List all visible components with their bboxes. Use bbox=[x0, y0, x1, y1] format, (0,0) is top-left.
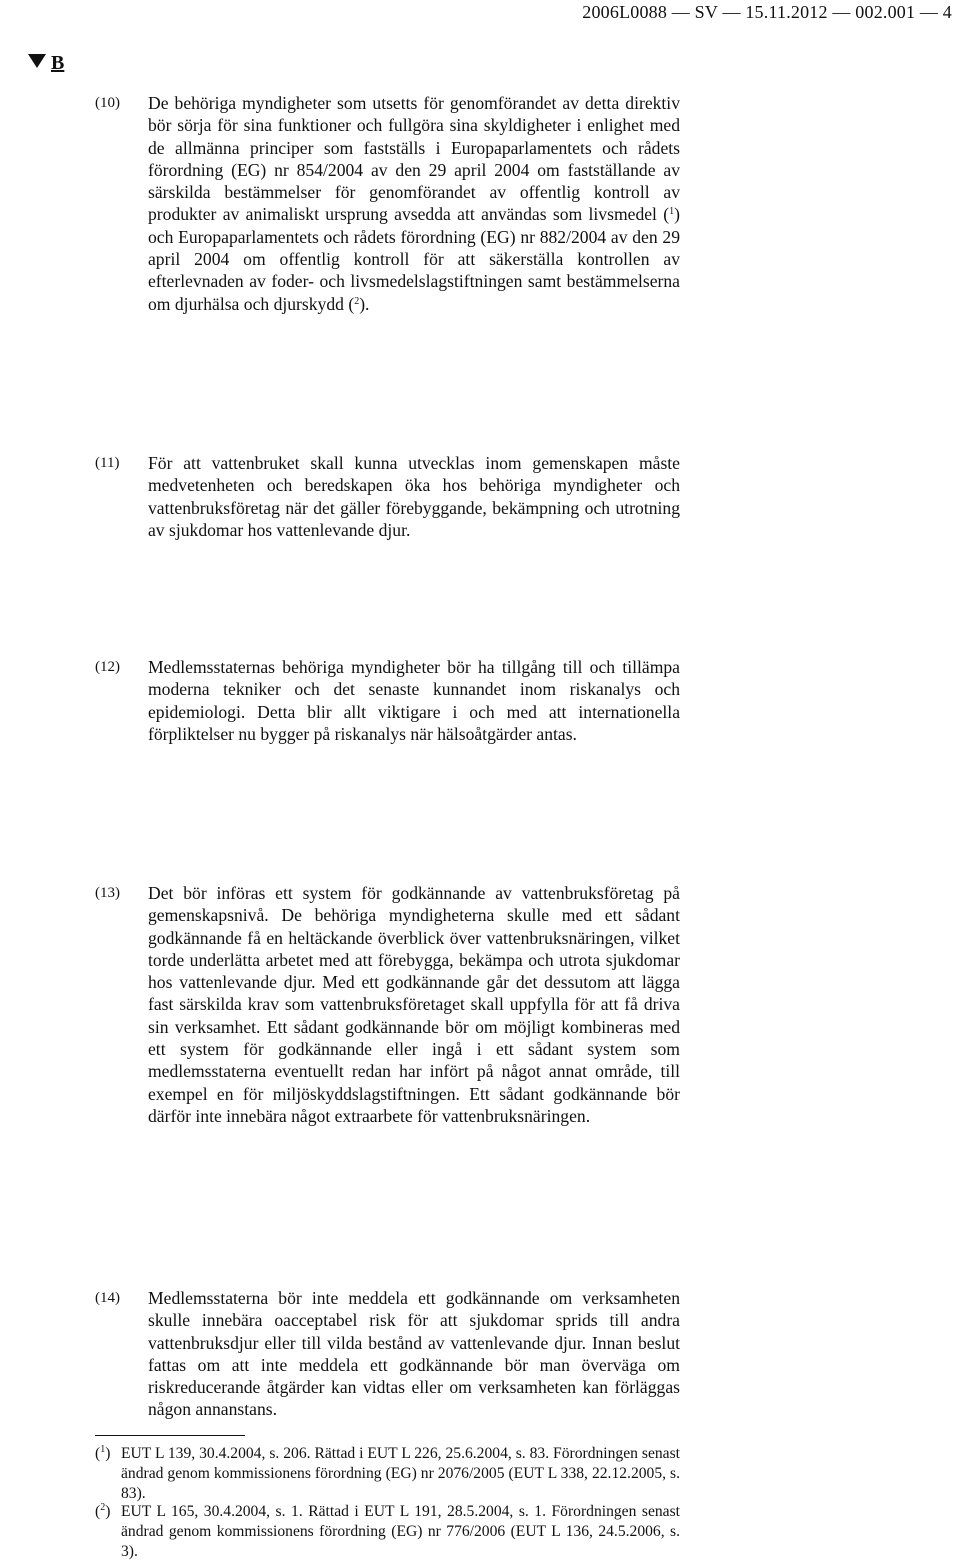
recital-text: Medlemsstaternas behöriga myndigheter bör ha tillgång till och tillämpa moderna tekniker och det senaste kunnandet inom riskanalys och epidemiologi. Detta blir allt viktigare i och med att internationella förpliktelser nu bygger på riskanalys när hälsoåtgärder antas. bbox=[148, 657, 680, 744]
footnote-1 bbox=[95, 1444, 680, 1504]
recital-text-part: ). bbox=[359, 293, 370, 314]
footnote-ref[interactable]: 2 bbox=[354, 295, 360, 307]
footnote-2 bbox=[95, 1502, 680, 1562]
footnote-text: EUT L 165, 30.4.2004, s. 1. Rättad i EUT L 191, 28.5.2004, s. 1. Förordningen senast ändrad genom kommissionens förordning (EG) nr 776/2006 (EUT L 136, 24.5.2006, s. 3). bbox=[121, 1503, 680, 1560]
footnote-text: EUT L 139, 30.4.2004, s. 206. Rättad i EUT L 226, 25.6.2004, s. 83. Förordningen senast ändrad genom kommissionens förordning (EG) nr 2076/2005 (EUT L 338, 22.12.2005, s. 83). bbox=[121, 1445, 680, 1502]
running-header: 2006L0088 — SV — 15.11.2012 — 002.001 — 4 bbox=[582, 2, 952, 22]
recital-text bbox=[148, 92, 680, 315]
recital-number: (11) bbox=[95, 455, 120, 471]
amendment-marker bbox=[28, 52, 64, 75]
recital-text-part: De behöriga myndigheter som utsetts för genomförandet av detta direktiv bör sörja för sina funktioner och fullgöra sina skyldigheter i enlighet med de allmänna principer som fastställs i Europaparlamentets och rådets förordning (EG) nr 854/2004 av den 29 april 2004 om fastställande av särskilda bestämmelser för genomförandet av offentlig kontroll av produkter av animaliskt ursprung avsedda att användas som livsmedel ( bbox=[148, 93, 680, 225]
recital-number: (14) bbox=[95, 1290, 120, 1306]
recital-13 bbox=[95, 882, 680, 1127]
recital-text: Det bör införas ett system för godkännande av vattenbruksföretag på gemenskapsnivå. De behöriga myndigheterna skulle med ett sådant godkännande få en heltäckande överblick över vattenbruksnäringen, vilket torde underlätta arbetet med att förebygga, bekämpa och utrota sjukdomar hos vattenlevande djur. Med ett godkännande går det dessutom att lägga fast särskilda krav som vattenbruksföretaget skall uppfylla för att få driva sin verksamhet. Ett sådant godkännande bör om möjligt kombineras med ett system för godkännande eller ingå i ett sådant system som medlemsstaterna eventuellt redan har infört på något annat område, till exempel en för miljöskyddslagstiftningen. Ett sådant godkännande bör därför inte innebära något extraarbete för vattenbruksnäringen. bbox=[148, 883, 680, 1126]
footnote-divider bbox=[95, 1435, 245, 1436]
footnote-number: ($^2$) bbox=[95, 1502, 111, 1520]
recital-12 bbox=[95, 656, 680, 745]
recital-text: Medlemsstaterna bör inte meddela ett godkännande om verksamheten skulle innebära oacceptabel risk för att sjukdomar sprids till andra vattenbruksdjur eller till vilda bestånd av vattenlevande djur. Innan beslut fattas om att inte meddela ett godkännande bör man överväga om riskreducerande åtgärder kan vidtas eller om verksamheten kan förläggas någon annanstans. bbox=[148, 1288, 680, 1420]
recital-text: För att vattenbruket skall kunna utvecklas inom gemenskapen måste medvetenheten och beredskapen öka hos behöriga myndigheter och vattenbruksföretag när det gäller förebyggande, bekämpning och utrotning av sjukdomar hos vattenlevande djur. bbox=[148, 453, 680, 540]
recital-number: (13) bbox=[95, 885, 120, 901]
footnote-number: ($^1$) bbox=[95, 1444, 111, 1462]
recital-text-part: ) och Europaparlamentets och rådets förordning (EG) nr 882/2004 av den 29 april 2004 om offentlig kontroll för att säkerställa kontrollen av efterlevnaden av foder- och livsmedelslagstiftningen samt bestämmelserna om djurhälsa och djurskydd ( bbox=[148, 204, 680, 314]
footnote-ref[interactable]: 1 bbox=[669, 206, 675, 218]
recital-number: (12) bbox=[95, 659, 120, 675]
recital-10 bbox=[95, 92, 680, 315]
triangle-down-icon bbox=[28, 54, 46, 68]
recital-14 bbox=[95, 1287, 680, 1421]
recital-number: (10) bbox=[95, 95, 120, 111]
marker-label: B bbox=[51, 52, 65, 74]
recital-11 bbox=[95, 452, 680, 541]
